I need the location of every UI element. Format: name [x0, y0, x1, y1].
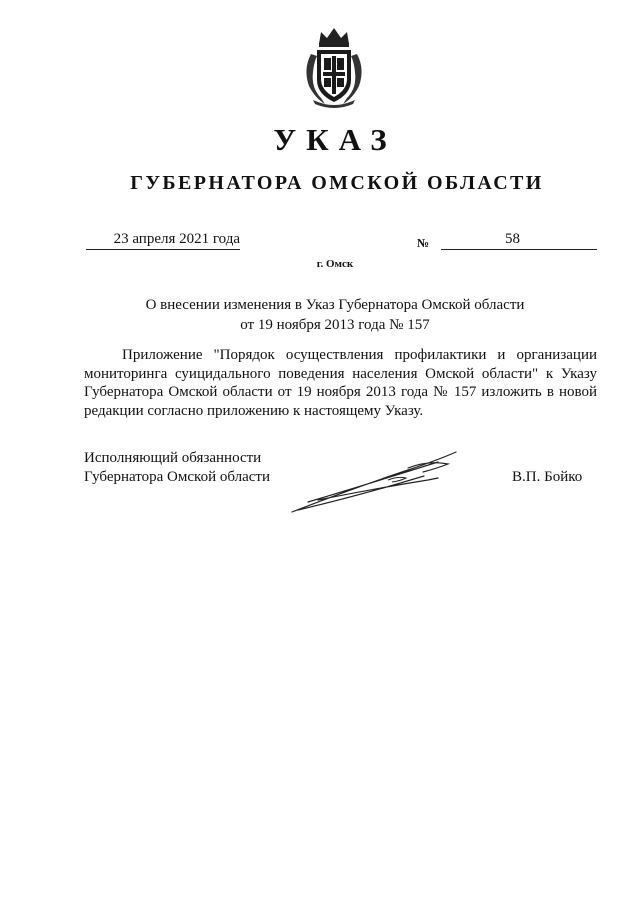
- number-sign: №: [417, 236, 430, 250]
- signatory-position: [84, 449, 270, 487]
- coat-of-arms-icon: [299, 24, 369, 110]
- subject-line-1: О внесении изменения в Указ Губернатора Омской области: [145, 297, 525, 313]
- subject-line-2: от 19 ноября 2013 года № 157: [240, 317, 430, 333]
- document-title: УКАЗ: [273, 122, 397, 157]
- document-body: Приложение "Порядок осуществления профилактики и организации мониторинга суицидального поведения населения Омской области" к Указу Губернатора Омской области от 19 ноября 2013 года № 157 изложить в новой редакции согласно приложению к настоящему Указу.: [84, 347, 597, 419]
- signatory-position-line-2: Губернатора Омской области: [84, 469, 270, 485]
- document-subject: [120, 295, 550, 335]
- document-number: 58: [505, 231, 520, 247]
- document-date: 23 апреля 2021 года: [86, 230, 240, 250]
- signatory-name: В.П. Бойко: [512, 469, 583, 485]
- document-number-field: [441, 230, 597, 250]
- signatory-position-line-1: Исполняющий обязанности: [84, 450, 262, 466]
- handwritten-signature-icon: [288, 440, 463, 520]
- document-city: г. Омск: [316, 258, 354, 270]
- document-subtitle: ГУБЕРНАТОРА ОМСКОЙ ОБЛАСТИ: [130, 172, 544, 194]
